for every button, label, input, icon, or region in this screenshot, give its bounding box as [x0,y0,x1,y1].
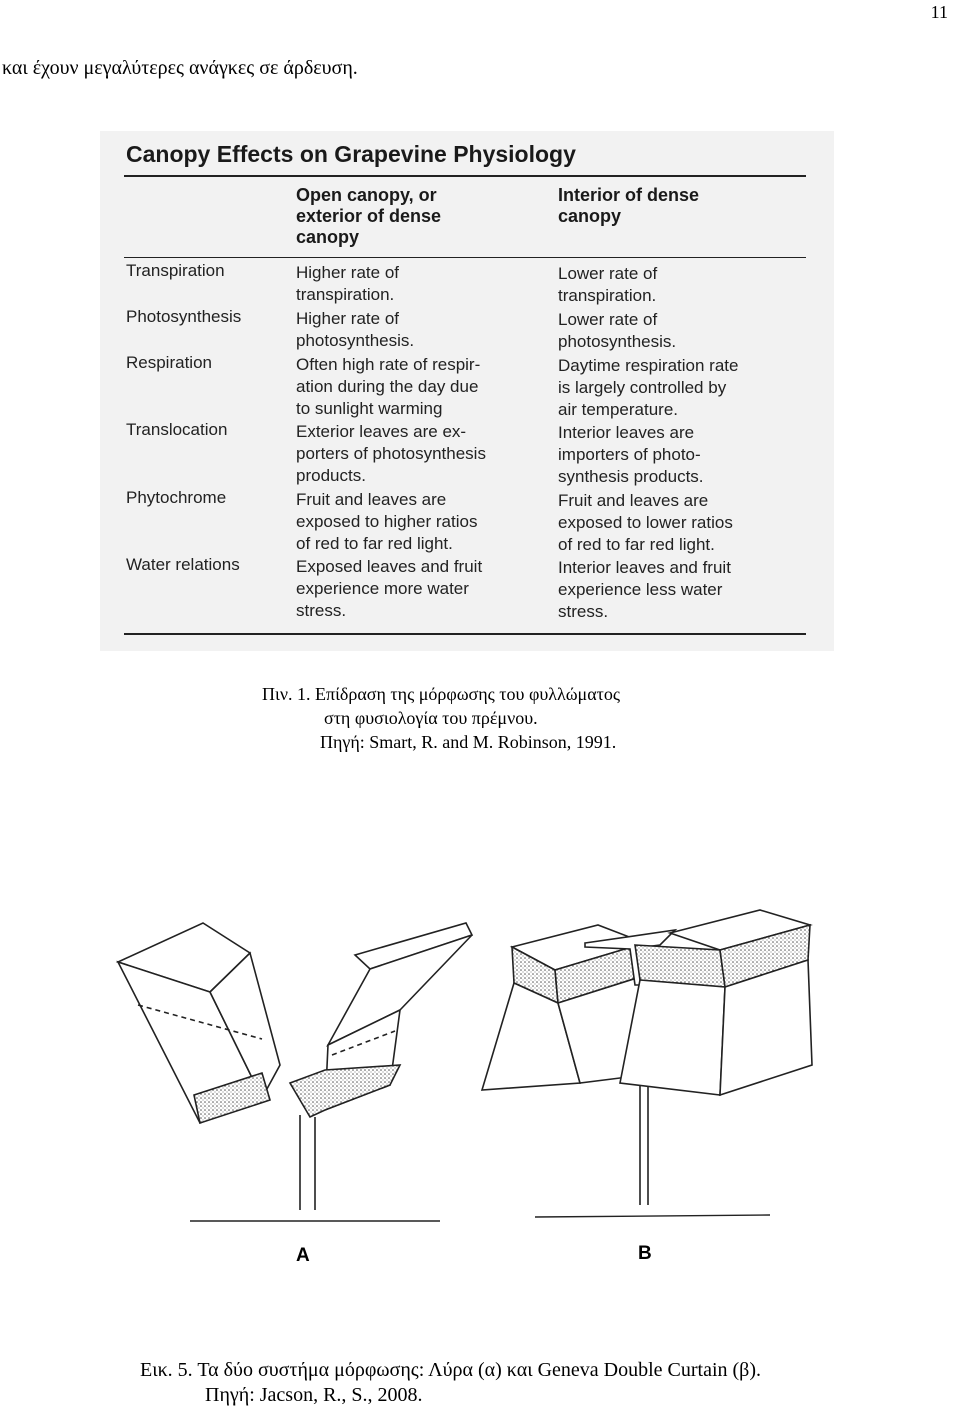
cell-interior: Interior leaves and fruit experience less water stress. [558,558,731,621]
training-systems-figure [100,905,840,1285]
cell-interior: Daytime respiration rate is largely controlled by air temperature. [558,356,739,419]
row-label: Respiration [126,353,212,372]
cell-open: Often high rate of respir- ation during the day due to sunlight warming [296,355,481,418]
table-header-rule [124,257,806,258]
table-caption-line: στη φυσιολογία του πρέμνου. [324,708,538,728]
figure-caption-line: Εικ. 5. Τα δύο συστήμα μόρφωσης: Λύρα (α) και Geneva Double Curtain (β). [140,1359,762,1381]
figure-label-a: A [296,1245,310,1266]
table-caption [262,682,620,754]
row-label: Photosynthesis [126,307,242,326]
cell-interior: Lower rate of photosynthesis. [558,310,677,351]
intro-text: και έχουν μεγαλύτερες ανάγκες σε άρδευση. [2,57,358,79]
row-label: Translocation [126,420,228,439]
column-header-open: Open canopy, or exterior of dense canopy [296,185,442,247]
figure-caption [140,1358,761,1408]
page-number: 11 [930,2,948,22]
table-caption-line: Πιν. 1. Επίδραση της μόρφωσης του φυλλώματος [262,684,620,704]
lyre-system-diagram [118,923,472,1221]
cell-interior: Interior leaves are importers of photo- synthesis products. [558,423,704,486]
row-label: Phytochrome [126,488,227,507]
table-title: Canopy Effects on Grapevine Physiology [126,141,576,167]
cell-interior: Fruit and leaves are exposed to lower ratios of red to far red light. [558,491,733,554]
cell-open: Exterior leaves are ex- porters of photosynthesis products. [296,422,486,485]
table-bottom-rule [124,633,806,635]
column-header-interior: Interior of dense canopy [558,185,700,226]
row-label: Transpiration [126,261,225,280]
table-caption-line: Πηγή: Smart, R. and M. Robinson, 1991. [320,732,617,752]
figure-caption-line: Πηγή: Jacson, R., S., 2008. [205,1384,423,1406]
cell-open: Exposed leaves and fruit experience more water stress. [296,557,483,620]
cell-interior: Lower rate of transpiration. [558,264,658,305]
canopy-effects-table [100,131,834,651]
cell-open: Higher rate of photosynthesis. [296,309,415,350]
cell-open: Fruit and leaves are exposed to higher ratios of red to far red light. [296,490,478,553]
row-label: Water relations [126,555,240,574]
table-top-rule [124,175,806,177]
cell-open: Higher rate of transpiration. [296,263,399,304]
geneva-double-curtain-diagram [482,910,812,1217]
figure-label-b: B [638,1243,652,1264]
